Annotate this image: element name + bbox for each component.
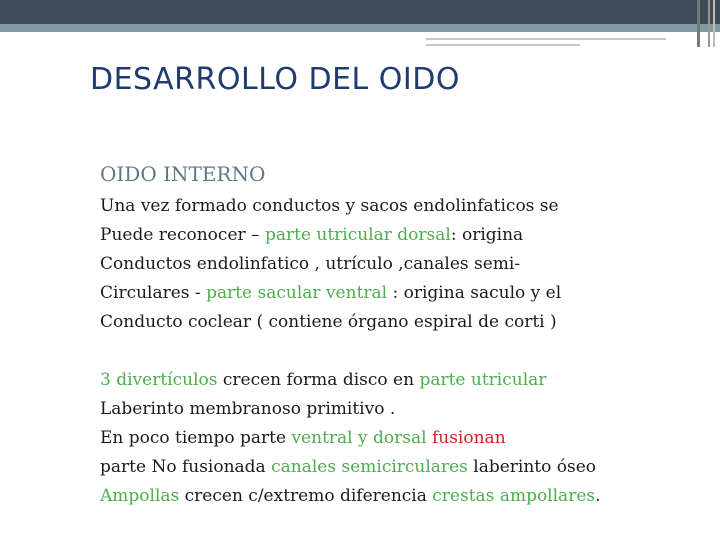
body-line <box>100 196 559 216</box>
text-run: Laberinto membranoso primitivo . <box>100 399 396 419</box>
text-run: Circulares - <box>100 283 207 303</box>
decorative-line <box>426 44 580 46</box>
header-band <box>0 0 720 24</box>
slide-subtitle: OIDO INTERNO <box>100 162 266 186</box>
text-run: Una vez formado conductos y sacos endolinfaticos se <box>100 196 559 216</box>
text-run: Conducto coclear ( contiene órgano espiral de corti ) <box>100 312 557 332</box>
body-line <box>100 312 557 332</box>
body-line <box>100 225 523 245</box>
decorative-bar <box>708 0 710 47</box>
body-line <box>100 428 506 448</box>
highlight-term: ventral y dorsal <box>291 428 427 448</box>
text-run: : origina saculo y el <box>387 283 562 303</box>
text-run: crecen forma disco en <box>217 370 420 390</box>
text-run: . <box>595 486 601 506</box>
decorative-bar <box>713 0 715 47</box>
body-line <box>100 457 596 477</box>
text-run: En poco tiempo parte <box>100 428 292 448</box>
decorative-bar <box>697 0 700 47</box>
highlight-term-red: fusionan <box>431 428 506 448</box>
highlight-term: parte utricular dorsal <box>264 225 451 245</box>
body-line <box>100 399 395 419</box>
text-run: parte No fusionada <box>100 457 272 477</box>
header-stripe <box>0 24 720 32</box>
text-run: Puede reconocer – <box>100 225 265 245</box>
text-run: crecen c/extremo diferencia <box>179 486 433 506</box>
slide-title: DESARROLLO DEL OIDO <box>90 62 460 97</box>
highlight-term: crestas ampollares <box>432 486 596 506</box>
text-run: : origina <box>450 225 524 245</box>
highlight-term: parte sacular ventral <box>206 283 388 303</box>
body-line <box>100 254 520 274</box>
highlight-term: 3 divertículos <box>100 370 218 390</box>
highlight-term: canales semicirculares <box>271 457 468 477</box>
decorative-line <box>426 38 666 40</box>
highlight-term: Ampollas <box>100 486 180 506</box>
text-run: laberinto óseo <box>467 457 597 477</box>
body-line <box>100 370 546 390</box>
body-line <box>100 283 561 303</box>
text-run: Conductos endolinfatico , utrículo ,canales semi- <box>100 254 521 274</box>
highlight-term: parte utricular <box>419 370 547 390</box>
body-line <box>100 486 601 506</box>
